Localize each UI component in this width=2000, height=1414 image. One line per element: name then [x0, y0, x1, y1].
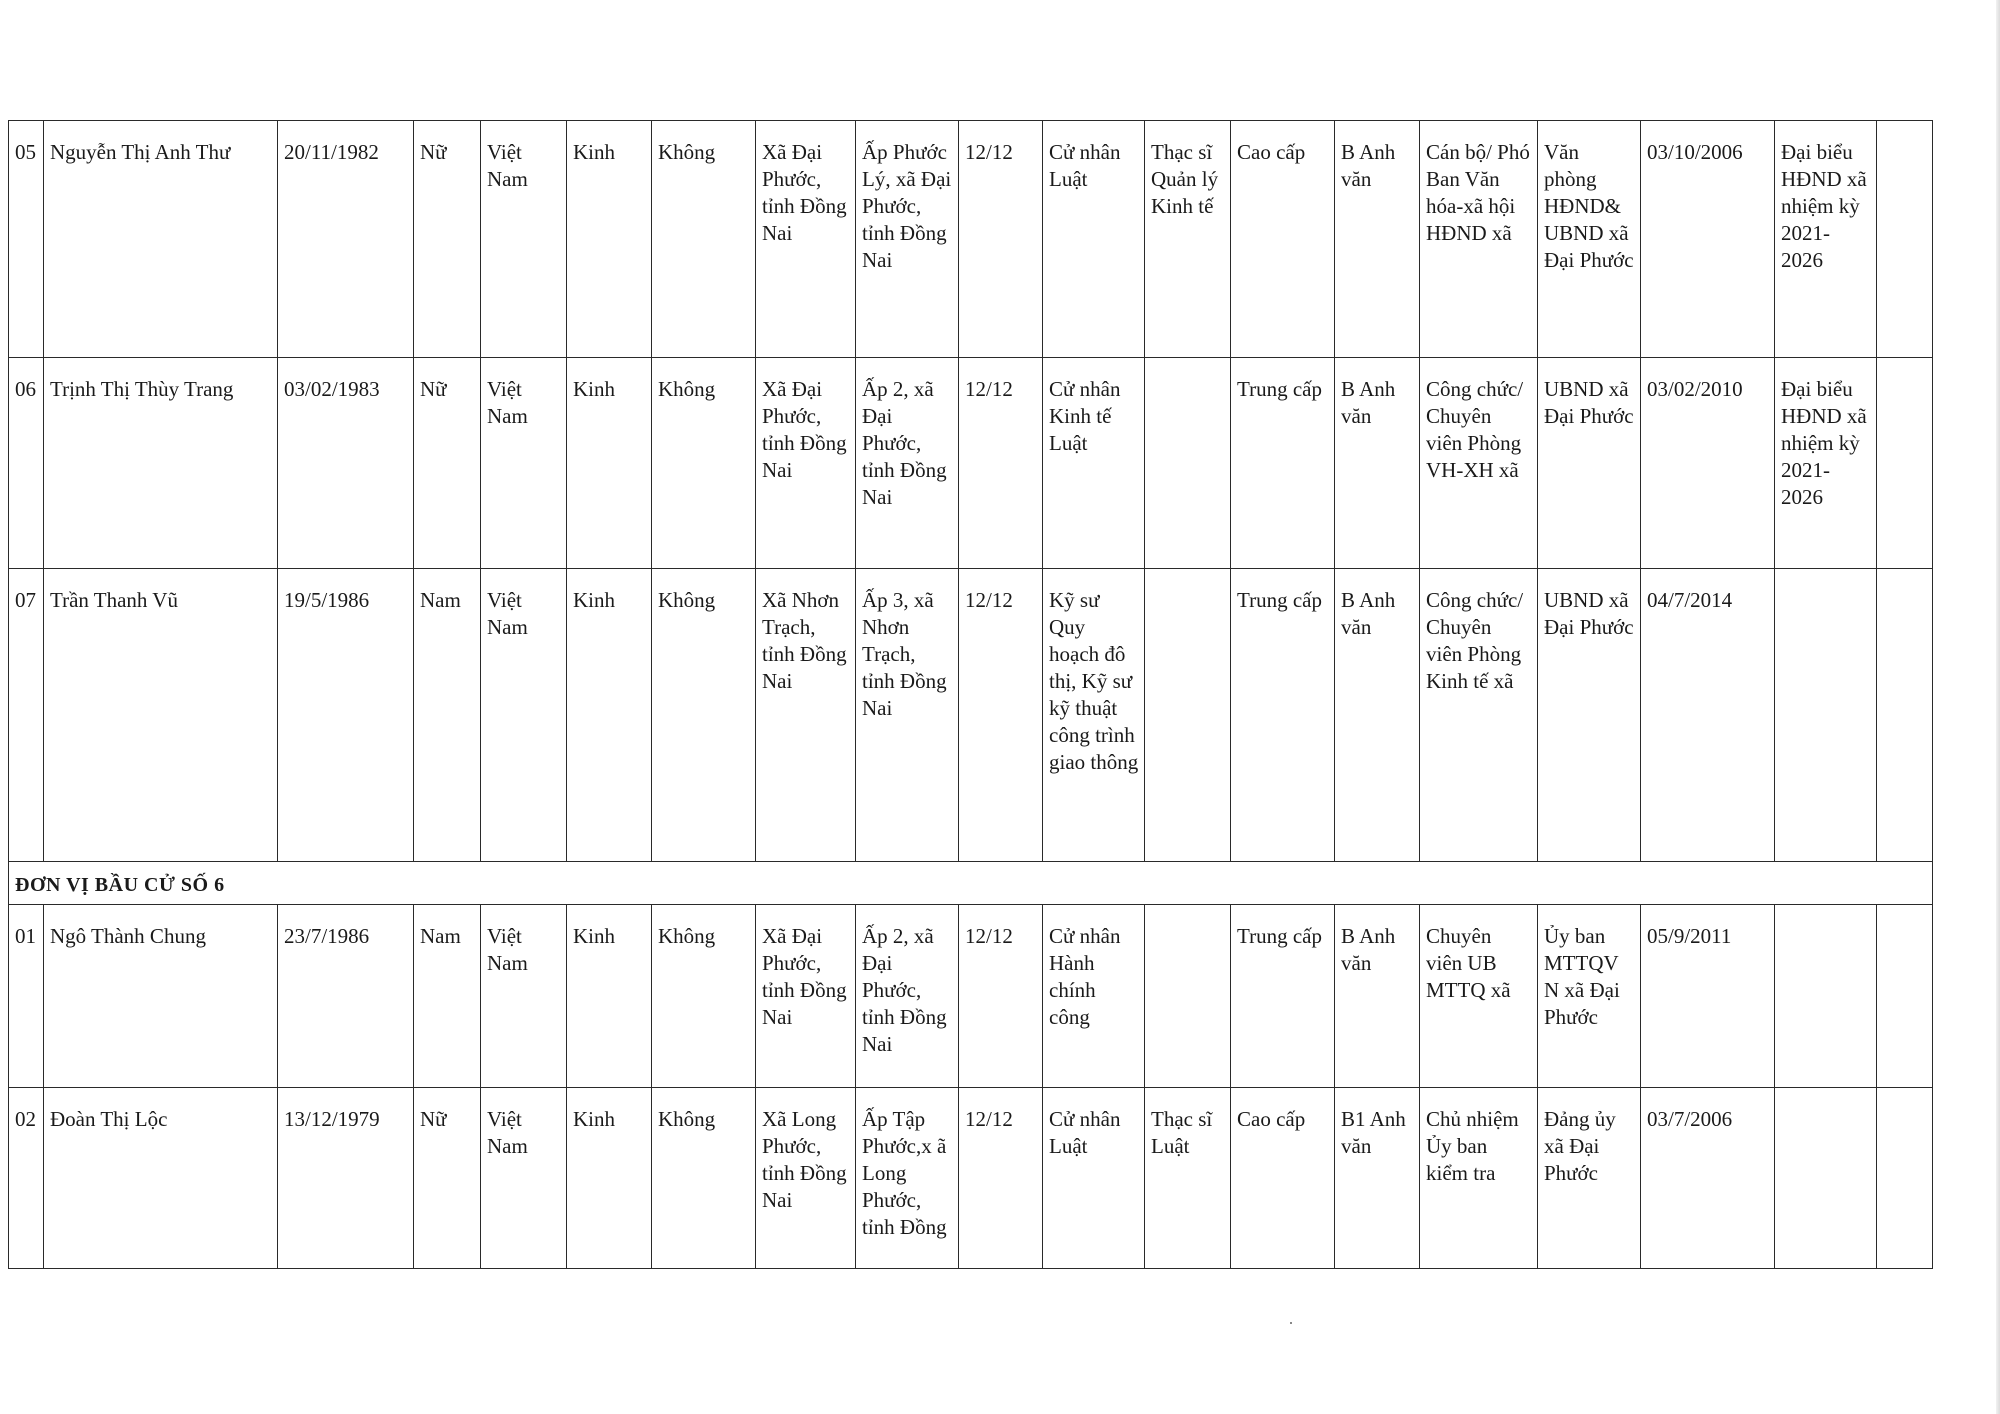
job-position-cell: Cán bộ/ Phó Ban Văn hóa-xã hội HĐND xã	[1420, 121, 1538, 358]
residence-cell: Ấp 3, xã Nhơn Trạch, tỉnh Đồng Nai	[856, 569, 959, 862]
delegate-status-cell	[1775, 569, 1877, 862]
party-join-date-cell: 03/10/2006	[1641, 121, 1775, 358]
general-education-cell: 12/12	[959, 358, 1043, 569]
general-education-cell: 12/12	[959, 1088, 1043, 1269]
row-number-cell: 07	[9, 569, 44, 862]
residence-cell: Ấp Phước Lý, xã Đại Phước, tỉnh Đồng Nai	[856, 121, 959, 358]
professional-qualification-cell: Cử nhân Luật	[1043, 1088, 1145, 1269]
academic-degree-cell	[1145, 905, 1231, 1088]
foreign-language-cell: B Anh văn	[1335, 569, 1420, 862]
hometown-cell: Xã Long Phước, tỉnh Đồng Nai	[756, 1088, 856, 1269]
extra-cell-cell	[1877, 905, 1933, 1088]
political-theory-level-cell: Cao cấp	[1231, 1088, 1335, 1269]
residence-cell: Ấp 2, xã Đại Phước, tỉnh Đồng Nai	[856, 358, 959, 569]
gender-cell: Nữ	[414, 358, 481, 569]
candidate-name-cell: Nguyễn Thị Anh Thư	[44, 121, 278, 358]
nationality-cell: Việt Nam	[481, 569, 567, 862]
job-position-cell: Công chức/ Chuyên viên Phòng VH-XH xã	[1420, 358, 1538, 569]
general-education-cell: 12/12	[959, 121, 1043, 358]
party-join-date-cell: 05/9/2011	[1641, 905, 1775, 1088]
academic-degree-cell: Thạc sĩ Luật	[1145, 1088, 1231, 1269]
professional-qualification-cell: Kỹ sư Quy hoạch đô thị, Kỹ sư kỹ thuật công trình giao thông	[1043, 569, 1145, 862]
gender-cell: Nam	[414, 569, 481, 862]
ethnicity-cell: Kinh	[567, 121, 652, 358]
residence-cell: Ấp Tập Phước,x ã Long Phước, tỉnh Đồng	[856, 1088, 959, 1269]
job-position-cell: Công chức/ Chuyên viên Phòng Kinh tế xã	[1420, 569, 1538, 862]
foreign-language-cell: B Anh văn	[1335, 121, 1420, 358]
general-education-cell: 12/12	[959, 905, 1043, 1088]
party-join-date-cell: 03/02/2010	[1641, 358, 1775, 569]
date-of-birth-cell: 20/11/1982	[278, 121, 414, 358]
religion-cell: Không	[652, 121, 756, 358]
delegate-status-cell: Đại biểu HĐND xã nhiệm kỳ 2021-2026	[1775, 358, 1877, 569]
nationality-cell: Việt Nam	[481, 121, 567, 358]
candidate-list-table	[8, 120, 1933, 1269]
row-number-cell: 02	[9, 1088, 44, 1269]
candidate-name-cell: Đoàn Thị Lộc	[44, 1088, 278, 1269]
hometown-cell: Xã Đại Phước, tỉnh Đồng Nai	[756, 358, 856, 569]
political-theory-level-cell: Cao cấp	[1231, 121, 1335, 358]
general-education-cell: 12/12	[959, 569, 1043, 862]
scan-edge-shadow	[1996, 0, 2000, 1414]
ethnicity-cell: Kinh	[567, 1088, 652, 1269]
delegate-status-cell: Đại biểu HĐND xã nhiệm kỳ 2021-2026	[1775, 121, 1877, 358]
gender-cell: Nữ	[414, 1088, 481, 1269]
delegate-status-cell	[1775, 905, 1877, 1088]
candidate-name-cell: Ngô Thành Chung	[44, 905, 278, 1088]
extra-cell-cell	[1877, 1088, 1933, 1269]
workplace-cell: Văn phòng HĐND& UBND xã Đại Phước	[1538, 121, 1641, 358]
nationality-cell: Việt Nam	[481, 1088, 567, 1269]
foreign-language-cell: B1 Anh văn	[1335, 1088, 1420, 1269]
nationality-cell: Việt Nam	[481, 905, 567, 1088]
row-number-cell: 01	[9, 905, 44, 1088]
extra-cell-cell	[1877, 121, 1933, 358]
table-row	[9, 358, 1933, 569]
academic-degree-cell	[1145, 569, 1231, 862]
religion-cell: Không	[652, 569, 756, 862]
party-join-date-cell: 03/7/2006	[1641, 1088, 1775, 1269]
date-of-birth-cell: 03/02/1983	[278, 358, 414, 569]
academic-degree-cell	[1145, 358, 1231, 569]
delegate-status-cell	[1775, 1088, 1877, 1269]
hometown-cell: Xã Nhơn Trạch, tỉnh Đồng Nai	[756, 569, 856, 862]
row-number-cell: 06	[9, 358, 44, 569]
religion-cell: Không	[652, 358, 756, 569]
extra-cell-cell	[1877, 569, 1933, 862]
table-row	[9, 905, 1933, 1088]
political-theory-level-cell: Trung cấp	[1231, 569, 1335, 862]
section-header-row	[9, 862, 1933, 905]
academic-degree-cell: Thạc sĩ Quản lý Kinh tế	[1145, 121, 1231, 358]
date-of-birth-cell: 23/7/1986	[278, 905, 414, 1088]
job-position-cell: Chuyên viên UB MTTQ xã	[1420, 905, 1538, 1088]
candidate-name-cell: Trịnh Thị Thùy Trang	[44, 358, 278, 569]
table-row	[9, 121, 1933, 358]
workplace-cell: UBND xã Đại Phước	[1538, 358, 1641, 569]
professional-qualification-cell: Cử nhân Hành chính công	[1043, 905, 1145, 1088]
scan-speck	[1290, 1322, 1292, 1324]
hometown-cell: Xã Đại Phước, tỉnh Đồng Nai	[756, 905, 856, 1088]
political-theory-level-cell: Trung cấp	[1231, 905, 1335, 1088]
political-theory-level-cell: Trung cấp	[1231, 358, 1335, 569]
ethnicity-cell: Kinh	[567, 358, 652, 569]
party-join-date-cell: 04/7/2014	[1641, 569, 1775, 862]
hometown-cell: Xã Đại Phước, tỉnh Đồng Nai	[756, 121, 856, 358]
job-position-cell: Chủ nhiệm Ủy ban kiểm tra	[1420, 1088, 1538, 1269]
ethnicity-cell: Kinh	[567, 905, 652, 1088]
date-of-birth-cell: 13/12/1979	[278, 1088, 414, 1269]
religion-cell: Không	[652, 1088, 756, 1269]
row-number-cell: 05	[9, 121, 44, 358]
gender-cell: Nữ	[414, 121, 481, 358]
gender-cell: Nam	[414, 905, 481, 1088]
professional-qualification-cell: Cử nhân Luật	[1043, 121, 1145, 358]
ethnicity-cell: Kinh	[567, 569, 652, 862]
candidate-name-cell: Trần Thanh Vũ	[44, 569, 278, 862]
nationality-cell: Việt Nam	[481, 358, 567, 569]
section-title: ĐƠN VỊ BẦU CỬ SỐ 6	[9, 862, 1933, 905]
table-row	[9, 569, 1933, 862]
workplace-cell: Đảng ủy xã Đại Phước	[1538, 1088, 1641, 1269]
table-row	[9, 1088, 1933, 1269]
foreign-language-cell: B Anh văn	[1335, 905, 1420, 1088]
religion-cell: Không	[652, 905, 756, 1088]
workplace-cell: UBND xã Đại Phước	[1538, 569, 1641, 862]
professional-qualification-cell: Cử nhân Kinh tế Luật	[1043, 358, 1145, 569]
workplace-cell: Ủy ban MTTQV N xã Đại Phước	[1538, 905, 1641, 1088]
residence-cell: Ấp 2, xã Đại Phước, tỉnh Đồng Nai	[856, 905, 959, 1088]
foreign-language-cell: B Anh văn	[1335, 358, 1420, 569]
date-of-birth-cell: 19/5/1986	[278, 569, 414, 862]
extra-cell-cell	[1877, 358, 1933, 569]
